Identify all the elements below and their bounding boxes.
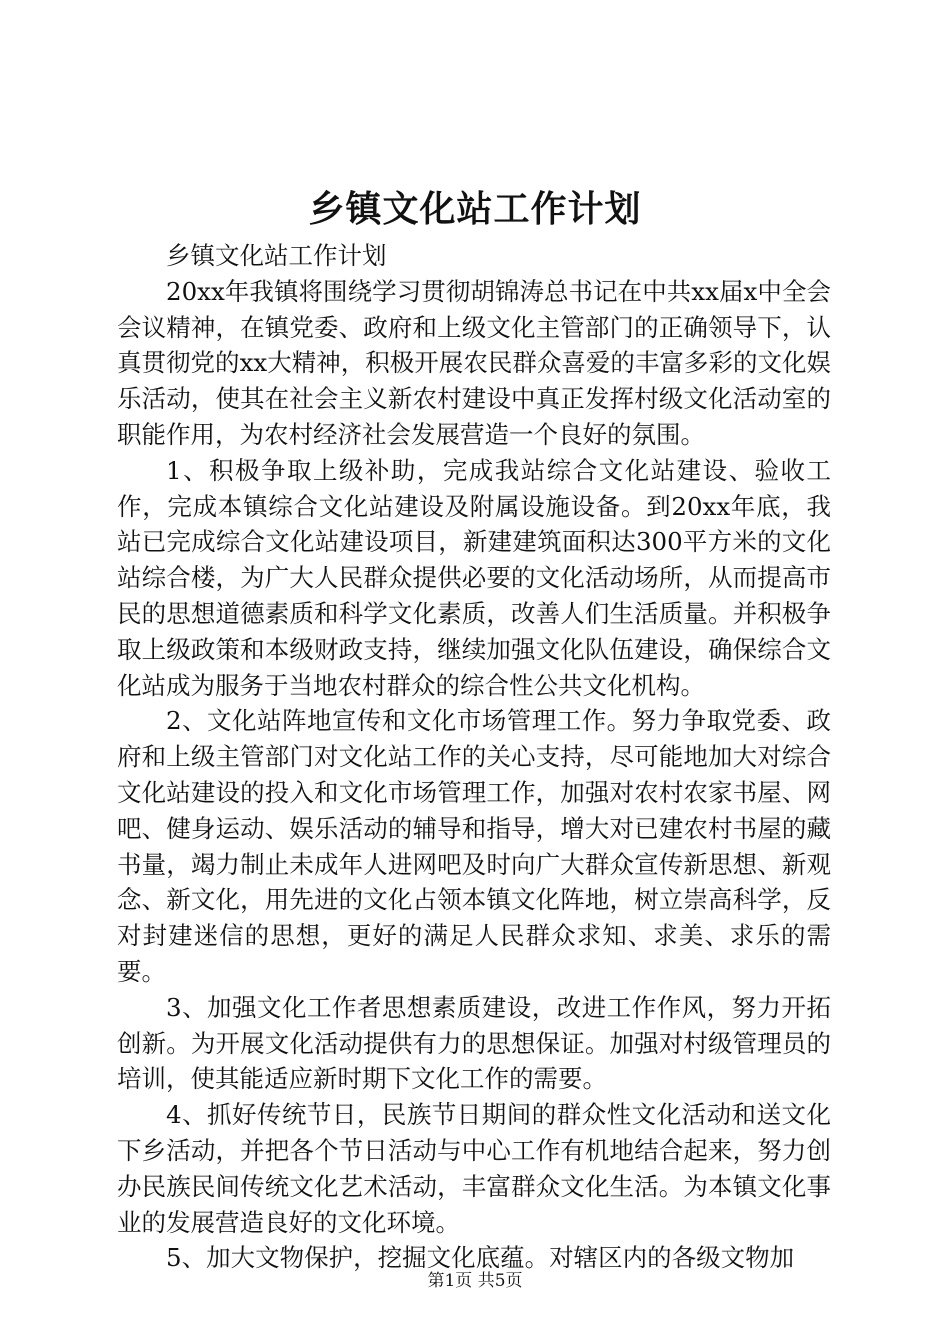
document-body bbox=[117, 238, 831, 1276]
paragraph-intro: 20xx年我镇将围绕学习贯彻胡锦涛总书记在中共xx届x中全会会议精神，在镇党委、政府和上级文化主管部门的正确领导下，认真贯彻党的xx大精神，积极开展农民群众喜爱的丰富多彩的文化娱乐活动，使其在社会主义新农村建设中真正发挥村级文化活动室的职能作用，为农村经济社会发展营造一个良好的氛围。 bbox=[117, 276, 831, 449]
paragraph-item-3: 3、加强文化工作者思想素质建设，改进工作作风，努力开拓创新。为开展文化活动提供有力的思想保证。加强对村级管理员的培训，使其能适应新时期下文化工作的需要。 bbox=[117, 992, 831, 1094]
paragraph-item-4: 4、抓好传统节日，民族节日期间的群众性文化活动和送文化下乡活动，并把各个节日活动与中心工作有机地结合起来，努力创办民族民间传统文化艺术活动，丰富群众文化生活。为本镇文化事业的发展营造良好的文化环境。 bbox=[117, 1100, 831, 1237]
paragraph-subtitle: 乡镇文化站工作计划 bbox=[166, 241, 387, 270]
paragraph-item-2: 2、文化站阵地宣传和文化市场管理工作。努力争取党委、政府和上级主管部门对文化站工作的关心支持，尽可能地加大对综合文化站建设的投入和文化市场管理工作，加强对农村农家书屋、网吧、健身运动、娱乐活动的辅导和指导，增大对已建农村书屋的藏书量，竭力制止未成年人进网吧及时向广大群众宣传新思想、新观念、新文化，用先进的文化占领本镇文化阵地，树立崇高科学，反对封建迷信的思想，更好的满足人民群众求知、求美、求乐的需要。 bbox=[117, 706, 831, 986]
page-number-footer: 第1页 共5页 bbox=[427, 1271, 523, 1291]
paragraph-item-1: 1、积极争取上级补助，完成我站综合文化站建设、验收工作，完成本镇综合文化站建设及附属设施设备。到20xx年底，我站已完成综合文化站建设项目，新建建筑面积达300平方米的文化站综合楼，为广大人民群众提供必要的文化活动场所，从而提高市民的思想道德素质和科学文化素质，改善人们生活质量。并积极争取上级政策和本级财政支持，继续加强文化队伍建设，确保综合文化站成为服务于当地农村群众的综合性公共文化机构。 bbox=[117, 455, 831, 700]
document-title: 乡镇文化站工作计划 bbox=[308, 188, 642, 230]
paragraph-item-5: 5、加大文物保护，挖掘文化底蕴。对辖区内的各级文物加 bbox=[166, 1243, 795, 1273]
